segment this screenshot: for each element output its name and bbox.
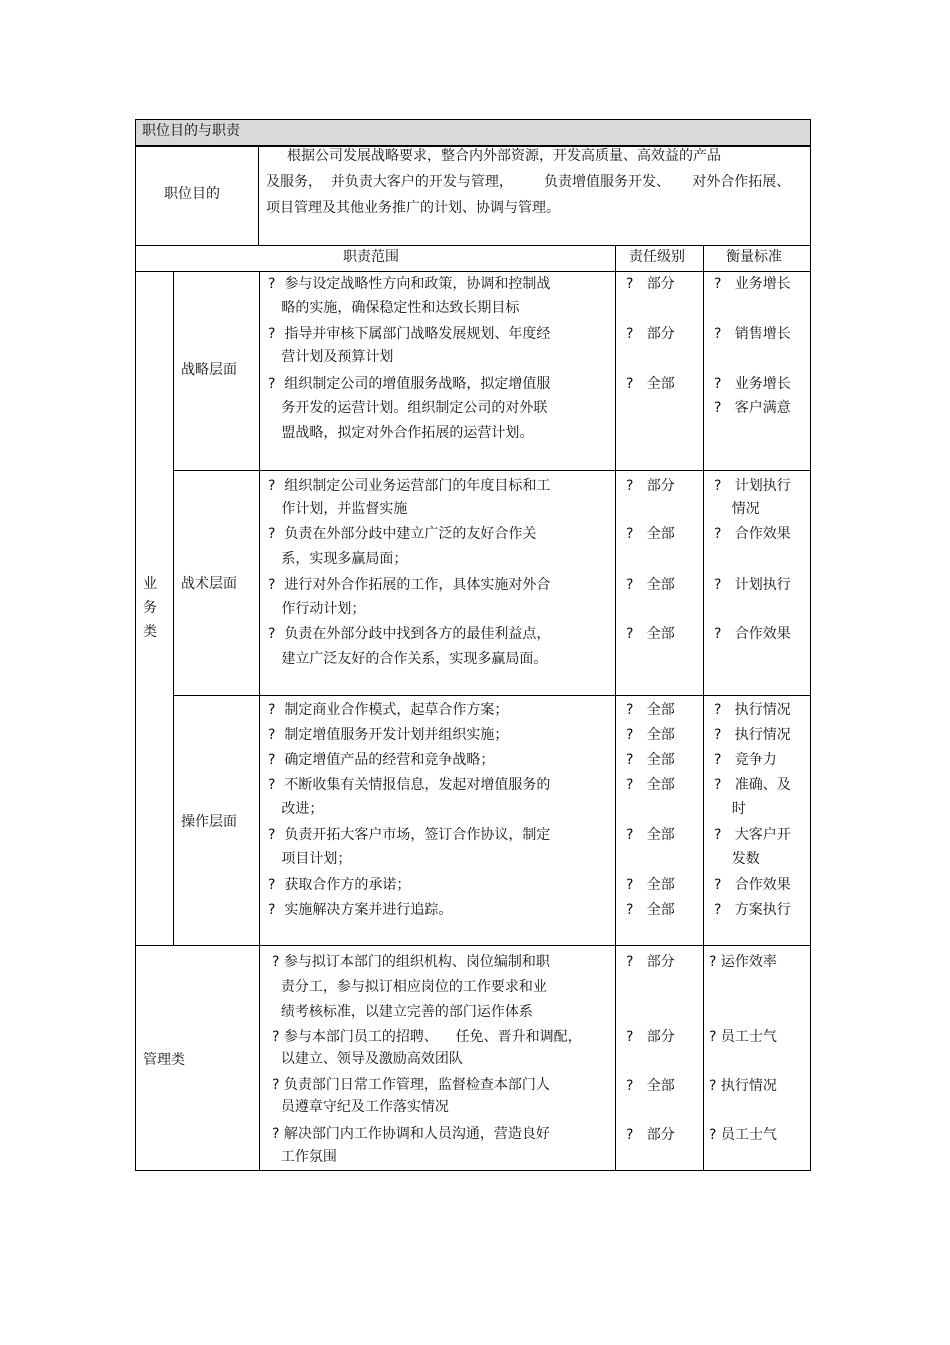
duty-text: 系，实现多赢局面； <box>268 551 408 567</box>
section-title: 职位目的与职责 <box>142 123 240 139</box>
duty-text: ? 负责在外部分歧中建立广泛的友好合作关 <box>268 526 537 542</box>
duty-text: ? 组织制定公司的增值服务战略，拟定增值服 <box>268 376 551 392</box>
standard-text: ? 销售增长 <box>714 326 791 342</box>
standard-text: ? 员工士气 <box>709 1127 777 1143</box>
rule <box>173 695 811 696</box>
level-text: ? 全部 <box>626 577 675 593</box>
rule <box>135 945 811 946</box>
standard-text: ? 计划执行 <box>714 577 791 593</box>
operational-level-label: 操作层面 <box>181 814 237 830</box>
duty-text: 改进； <box>268 801 324 817</box>
standard-text: ? 运作效率 <box>709 954 777 970</box>
table-border-top <box>135 119 811 120</box>
duty-text: ? 解决部门内工作协调和人员沟通，营造良好 <box>272 1126 550 1142</box>
duty-text: ? 指导并审核下属部门战略发展规划、年度经 <box>268 326 551 342</box>
duty-text: 作计划，并监督实施 <box>268 501 408 517</box>
level-text: ? 全部 <box>626 752 675 768</box>
management-category-label: 管理类 <box>143 1052 185 1068</box>
standard-text: ? 执行情况 <box>709 1078 777 1094</box>
level-text: ? 全部 <box>626 626 675 642</box>
rule <box>703 245 704 1171</box>
duty-text: 营计划及预算计划 <box>268 349 394 365</box>
level-text: ? 全部 <box>626 827 675 843</box>
duty-text: 略的实施，确保稳定性和达致长期目标 <box>268 300 520 316</box>
business-label-char: 类 <box>143 624 157 640</box>
business-label-char: 务 <box>143 600 157 616</box>
level-text: ? 全部 <box>626 727 675 743</box>
duty-text: 建立广泛友好的合作关系，实现多赢局面。 <box>268 651 548 667</box>
table-border-bottom <box>135 1170 811 1171</box>
business-category-label <box>140 572 160 644</box>
standard-text: ? 客户满意 <box>714 400 791 416</box>
duty-text: ? 制定增值服务开发计划并组织实施； <box>268 727 509 743</box>
strategic-level-label: 战略层面 <box>181 362 237 378</box>
column-header-level: 责任级别 <box>629 249 685 265</box>
standard-text: ? 执行情况 <box>714 727 791 743</box>
purpose-line: 根据公司发展战略要求，整合内外部资源，开发高质量、高效益的产品 <box>287 148 721 164</box>
rule <box>173 271 174 946</box>
level-text: ? 全部 <box>626 376 675 392</box>
standard-text: ? 业务增长 <box>714 376 791 392</box>
standard-text: ? 员工士气 <box>709 1029 777 1045</box>
level-text: ? 全部 <box>626 902 675 918</box>
standard-text: ? 合作效果 <box>714 877 791 893</box>
duty-text: 作行动计划； <box>268 601 366 617</box>
duty-text: 绩考核标准，以建立完善的部门运作体系 <box>272 1004 533 1020</box>
duty-text: 盟战略，拟定对外合作拓展的运营计划。 <box>268 425 534 441</box>
level-text: ? 全部 <box>626 526 675 542</box>
duty-text: 员遵章守纪及工作落实情况 <box>272 1099 449 1115</box>
duty-text: ? 确定增值产品的经营和竞争战略； <box>268 752 495 768</box>
standard-text: ? 业务增长 <box>714 276 791 292</box>
standard-text: 时 <box>714 801 746 817</box>
level-text: ? 全部 <box>626 877 675 893</box>
standard-text: ? 大客户开 <box>714 827 791 843</box>
rule <box>258 146 259 246</box>
duty-text: ? 参与设定战略性方向和政策，协调和控制战 <box>268 276 551 292</box>
duty-text: 工作氛围 <box>272 1149 337 1165</box>
table-border-right <box>810 119 811 1171</box>
rule <box>259 271 260 1171</box>
standard-text: 情况 <box>714 501 760 517</box>
level-text: ? 部分 <box>626 478 675 494</box>
tactical-level-label: 战术层面 <box>181 576 237 592</box>
column-header-scope: 职责范围 <box>343 249 399 265</box>
duty-text: ? 不断收集有关情报信息，发起对增值服务的 <box>268 777 551 793</box>
level-text: ? 部分 <box>626 326 675 342</box>
rule <box>135 271 811 272</box>
column-header-standard: 衡量标准 <box>726 249 782 265</box>
standard-text: ? 合作效果 <box>714 626 791 642</box>
level-text: ? 部分 <box>626 954 675 970</box>
duty-text: ? 参与本部门员工的招聘、 任免、晋升和调配， <box>272 1029 582 1045</box>
business-label-char: 业 <box>143 576 157 592</box>
duty-text: ? 参与拟订本部门的组织机构、岗位编制和职 <box>272 954 550 970</box>
standard-text: ? 合作效果 <box>714 526 791 542</box>
standard-text: ? 方案执行 <box>714 902 791 918</box>
level-text: ? 全部 <box>626 1078 675 1094</box>
duty-text: 项目计划； <box>268 851 352 867</box>
rule <box>173 470 811 471</box>
duty-text: ? 负责在外部分歧中找到各方的最佳利益点， <box>268 626 551 642</box>
duty-text: ? 制定商业合作模式，起草合作方案； <box>268 702 509 718</box>
purpose-line: 项目管理及其他业务推广的计划、协调与管理。 <box>266 200 560 216</box>
duty-text: 务开发的运营计划。组织制定公司的对外联 <box>268 400 548 416</box>
purpose-line: 及服务， 并负责大客户的开发与管理， 负责增值服务开发、 对外合作拓展、 <box>266 174 791 190</box>
standard-text: ? 准确、及 <box>714 777 791 793</box>
purpose-label: 职位目的 <box>164 186 220 202</box>
level-text: ? 部分 <box>626 276 675 292</box>
duty-text: ? 实施解决方案并进行追踪。 <box>268 902 453 918</box>
rule <box>615 245 616 1171</box>
duty-text: ? 进行对外合作拓展的工作，具体实施对外合 <box>268 577 551 593</box>
level-text: ? 部分 <box>626 1029 675 1045</box>
duty-text: 责分工，参与拟订相应岗位的工作要求和业 <box>272 979 547 995</box>
duty-text: ? 负责开拓大客户市场，签订合作协议，制定 <box>268 827 551 843</box>
standard-text: 发数 <box>714 851 760 867</box>
duty-text: 以建立、领导及激励高效团队 <box>272 1051 463 1067</box>
standard-text: ? 计划执行 <box>714 478 791 494</box>
level-text: ? 部分 <box>626 1127 675 1143</box>
level-text: ? 全部 <box>626 777 675 793</box>
duty-text: ? 获取合作方的承诺； <box>268 877 411 893</box>
duty-text: ? 负责部门日常工作管理，监督检查本部门人 <box>272 1077 550 1093</box>
standard-text: ? 执行情况 <box>714 702 791 718</box>
level-text: ? 全部 <box>626 702 675 718</box>
rule <box>135 245 811 246</box>
table-border-left <box>135 119 136 1171</box>
standard-text: ? 竞争力 <box>714 752 777 768</box>
duty-text: ? 组织制定公司业务运营部门的年度目标和工 <box>268 478 551 494</box>
